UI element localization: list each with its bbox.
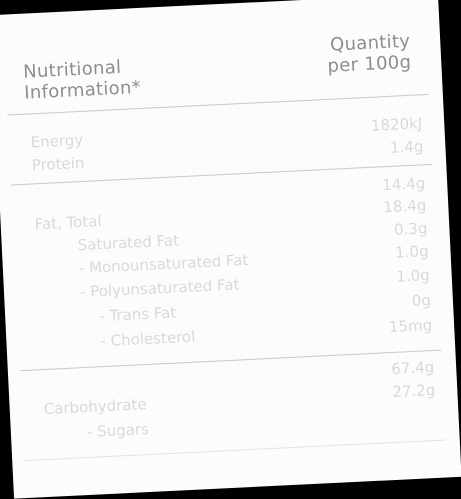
row-value: 67.4g [390,357,435,379]
row-name: Protein [31,153,85,175]
quantity-line-1: Quantity [329,30,411,56]
row-name: Energy [30,130,84,152]
row-name: - Polyunsaturated Fat [79,275,240,302]
row-value: 14.4g [381,174,426,195]
row-value: 0.3g [393,219,428,239]
row-value: 27.2g [391,380,436,402]
quantity-heading [326,31,412,77]
row-value: 18.4g [382,196,427,217]
row-value: 1.4g [389,137,424,157]
nutritional-information-heading [23,56,142,104]
row-value: 15mg [388,316,433,337]
row-value: 1.0g [394,242,429,262]
heading-line-1: Nutritional [22,56,122,83]
row-value: 1.0g [395,266,431,286]
heading-line-2: Information* [23,76,142,104]
row-name: Saturated Fat [77,231,180,255]
bottom-divider [24,439,446,461]
row-name: - Cholesterol [100,327,196,351]
row-name: - Monounsaturated Fat [78,250,249,278]
row-name: Fat, Total [34,212,102,234]
row-value: 1820kJ [370,114,423,135]
row-name: - Sugars [86,420,150,442]
row-value: 0g [411,291,432,310]
row-name: - Trans Fat [98,303,177,326]
row-name: Carbohydrate [43,395,147,419]
quantity-line-2: per 100g [327,51,412,77]
